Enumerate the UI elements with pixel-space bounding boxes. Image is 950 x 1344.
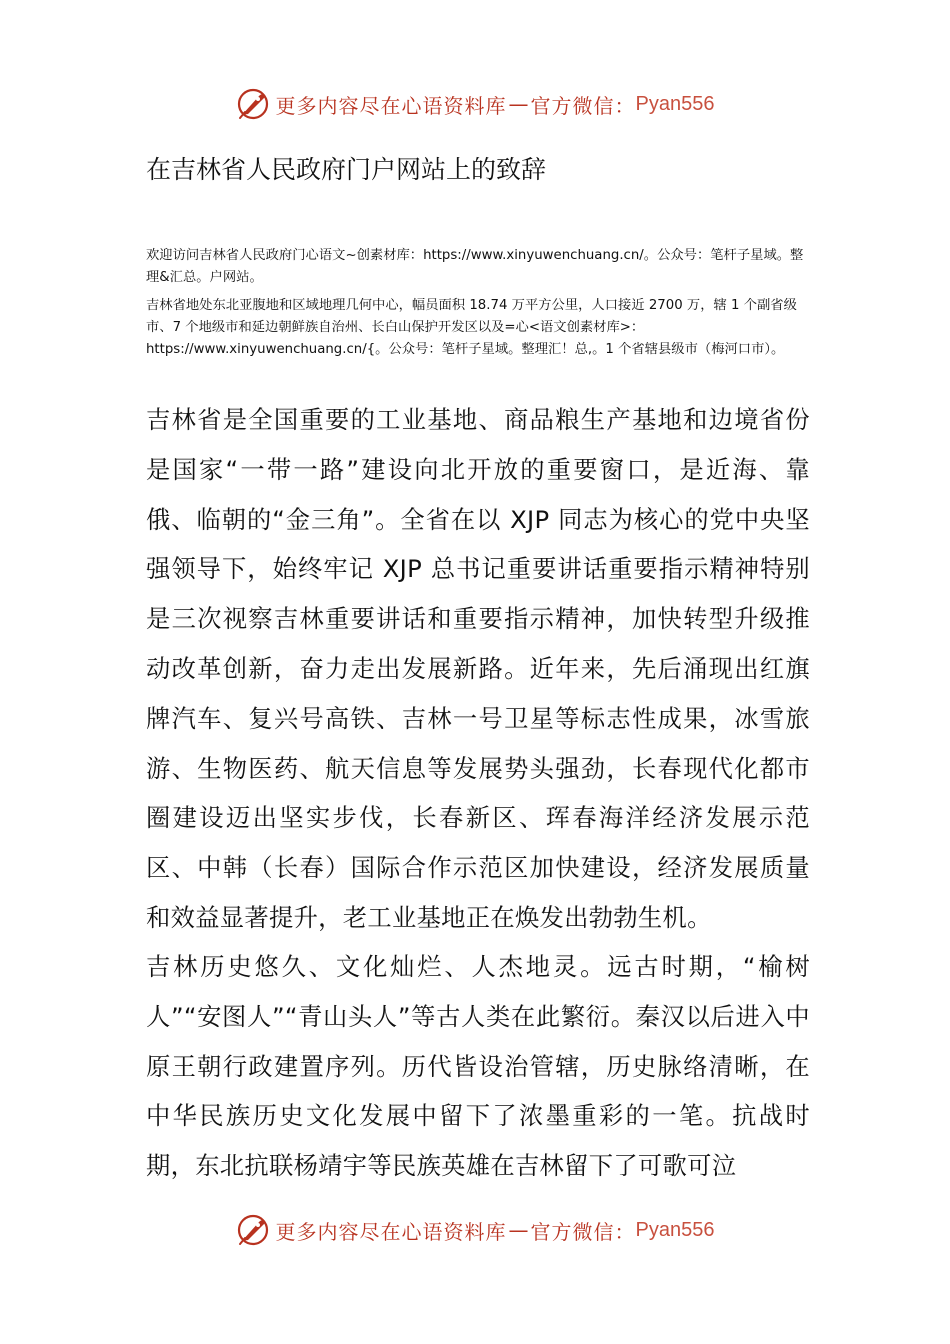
banner-separator: — bbox=[508, 92, 529, 116]
banner-contact-label: 官方微信： bbox=[530, 93, 636, 118]
quill-pen-logo-icon bbox=[236, 87, 270, 121]
body-paragraph: 吉林历史悠久、文化灿烂、人杰地灵。远古时期，“榆树人”“安图人”“青山头人”等古人类在此繁衍。秦汉以后进入中原王朝行政建置序列。历代皆设治管辖，历史脉络清晰，在中华民族历史文化发展中留下了浓墨重彩的一笔。抗战时期，东北抗联杨靖宇等民族英雄在吉林留下了可歌可泣 bbox=[146, 952, 810, 1181]
banner-contact-label: 官方微信： bbox=[530, 1219, 636, 1244]
banner-contact-id: Pyan556 bbox=[635, 92, 715, 115]
footer-banner bbox=[0, 1210, 950, 1250]
document-title: 在吉林省人民政府门户网站上的致辞 bbox=[146, 155, 547, 184]
banner-text: 更多内容尽在心语资料库 bbox=[275, 93, 507, 118]
header-banner bbox=[0, 84, 950, 124]
banner-contact-id: Pyan556 bbox=[635, 1218, 715, 1241]
quill-pen-logo-icon bbox=[236, 1213, 270, 1247]
banner-separator: — bbox=[508, 1218, 529, 1242]
body-paragraph: 吉林省是全国重要的工业基地、商品粮生产基地和边境省份是国家“一带一路”建设向北开放的重要窗口，是近海、靠俄、临朝的“金三角”。全省在以 XJP 同志为核心的党中央坚强领导下，始终牢记 XJP 总书记重要讲话重要指示精神特别是三次视察吉林重要讲话和重要指示精神，加快转型升级推动改革创新，奋力走出发展新路。近年来，先后涌现出红旗牌汽车、复兴号高铁、吉林一号卫星等标志性成果，冰雪旅游、生物医药、航天信息等发展势头强劲，长春现代化都市圈建设迈出坚实步伐，长春新区、珲春海洋经济发展示范区、中韩（长春）国际合作示范区加快建设，经济发展质量和效益显著提升，老工业基地正在焕发出勃勃生机。 bbox=[146, 405, 810, 932]
source-note: 欢迎访问吉林省人民政府门心语文~创素材库：https://www.xinyuwenchuang.cn/。公众号：笔杆子星域。整理&汇总。户网站。 bbox=[146, 248, 804, 285]
banner-text: 更多内容尽在心语资料库 bbox=[275, 1219, 507, 1244]
intro-note: 吉林省地处东北亚腹地和区域地理几何中心，幅员面积 18.74 万平方公里，人口接近 2700 万，辖 1 个副省级市、7 个地级市和延边朝鲜族自治州、长白山保护开发区以及=心<语文创素材库>：https://www.xinyuwenchuang.cn/{。公众号：笔杆子星域。整理汇！总,。1 个省辖县级市（梅河口市）。 bbox=[146, 298, 797, 357]
